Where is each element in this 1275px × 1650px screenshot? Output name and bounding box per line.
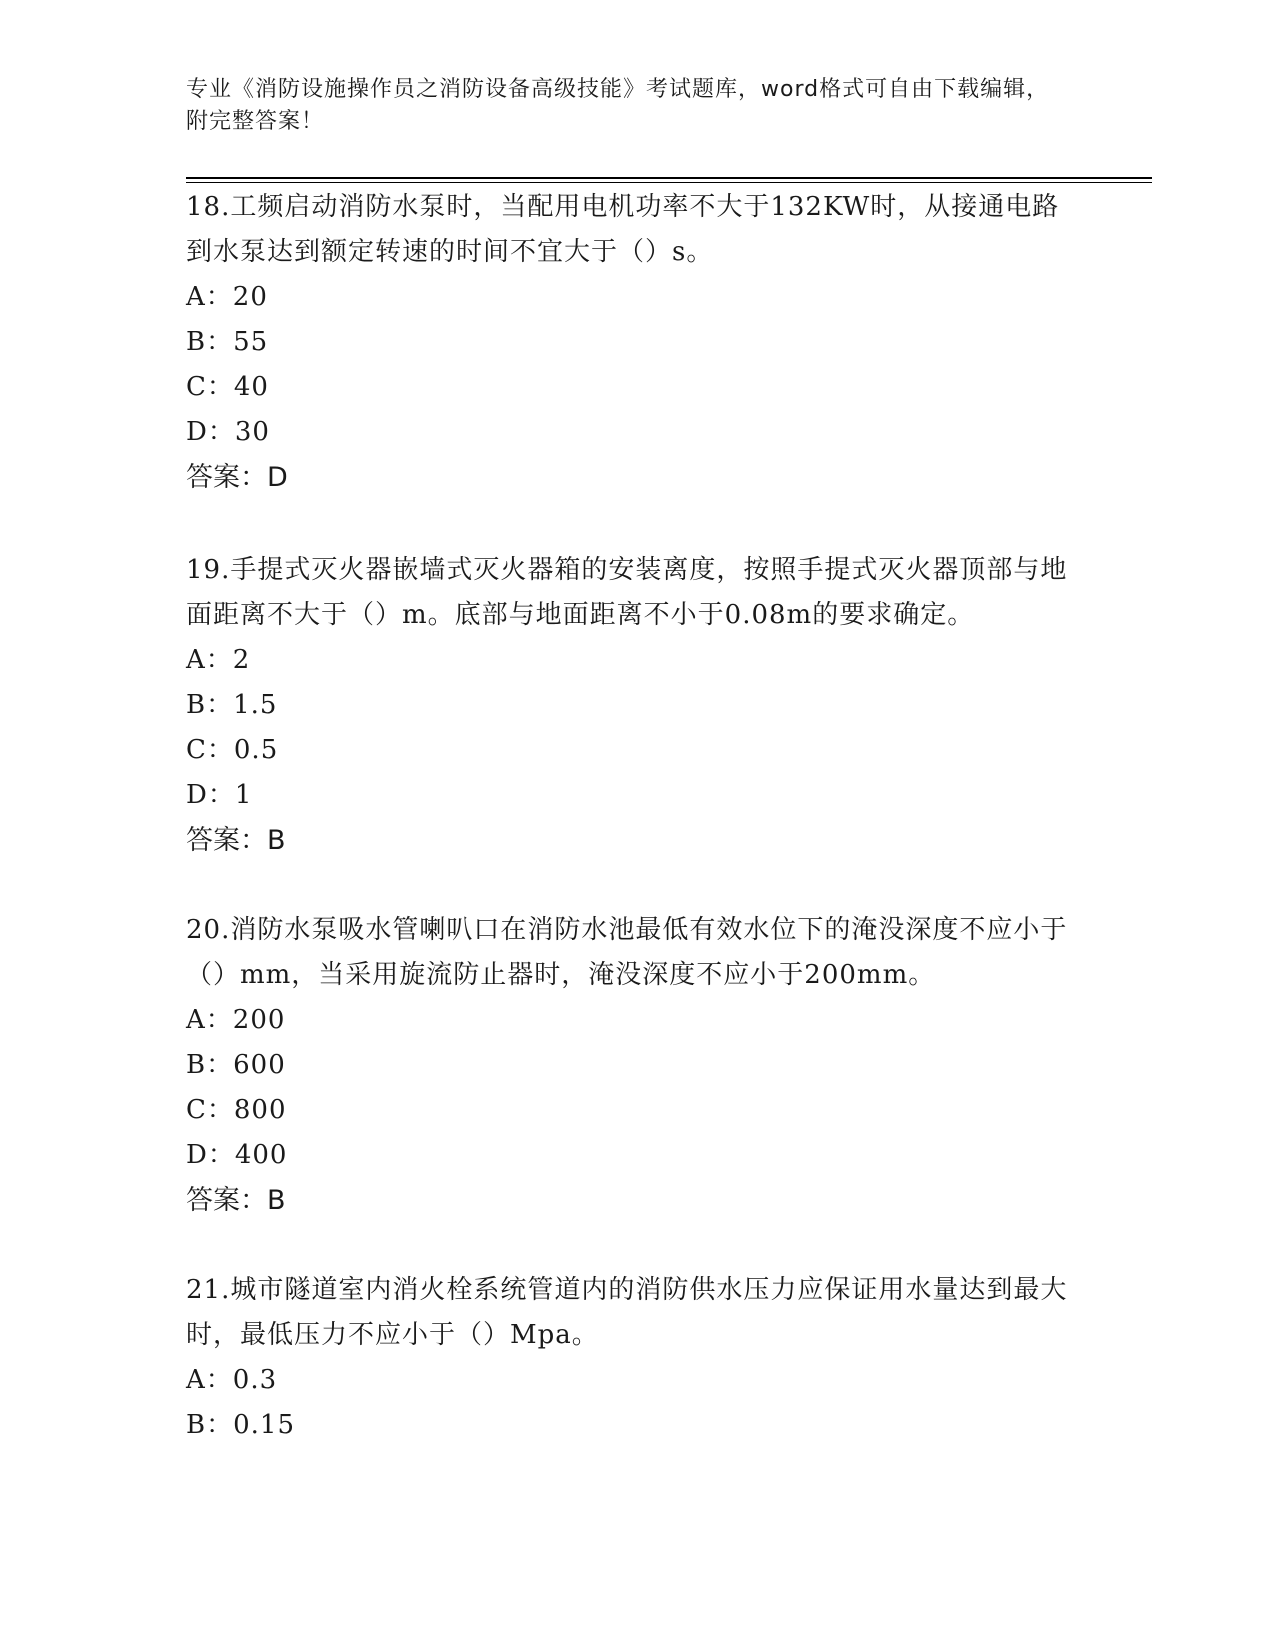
question-stem: 18.工频启动消防水泵时，当配用电机功率不大于132KW时，从接通电路到水泵达到额定转速的时间不宜大于（）s。 <box>186 192 1060 267</box>
option-c: C：0.5 <box>186 735 279 765</box>
answer-line: 答案：D <box>186 462 288 493</box>
header-divider-thick <box>186 177 1152 179</box>
option-d: D：1 <box>186 780 253 810</box>
option-a: A：0.3 <box>186 1365 278 1395</box>
option-a: A：2 <box>186 645 251 675</box>
answer-line: 答案：B <box>186 1185 286 1216</box>
question-20 <box>186 908 1076 1223</box>
question-19 <box>186 548 1076 863</box>
option-b: B：55 <box>186 327 269 357</box>
question-stem: 20.消防水泵吸水管喇叭口在消防水池最低有效水位下的淹没深度不应小于（）mm，当采用旋流防止器时，淹没深度不应小于200mm。 <box>186 915 1068 990</box>
question-stem: 21.城市隧道室内消火栓系统管道内的消防供水压力应保证用水量达到最大时，最低压力不应小于（）Mpa。 <box>186 1275 1068 1350</box>
option-c: C：800 <box>186 1095 287 1125</box>
option-b: B：0.15 <box>186 1410 295 1440</box>
option-a: A：20 <box>186 282 268 312</box>
question-21 <box>186 1268 1076 1448</box>
option-c: C：40 <box>186 372 269 402</box>
document-header: 专业《消防设施操作员之消防设备高级技能》考试题库，word格式可自由下载编辑，附完整答案！ <box>186 77 1050 134</box>
option-b: B：1.5 <box>186 690 278 720</box>
header-divider-thin <box>186 182 1152 183</box>
question-18 <box>186 185 1076 500</box>
answer-line: 答案：B <box>186 825 286 856</box>
question-stem: 19.手提式灭火器嵌墙式灭火器箱的安装离度，按照手提式灭火器顶部与地面距离不大于（）m。底部与地面距离不小于0.08m的要求确定。 <box>186 555 1068 630</box>
option-d: D：400 <box>186 1140 288 1170</box>
option-a: A：200 <box>186 1005 286 1035</box>
option-b: B：600 <box>186 1050 286 1080</box>
option-d: D：30 <box>186 417 270 447</box>
